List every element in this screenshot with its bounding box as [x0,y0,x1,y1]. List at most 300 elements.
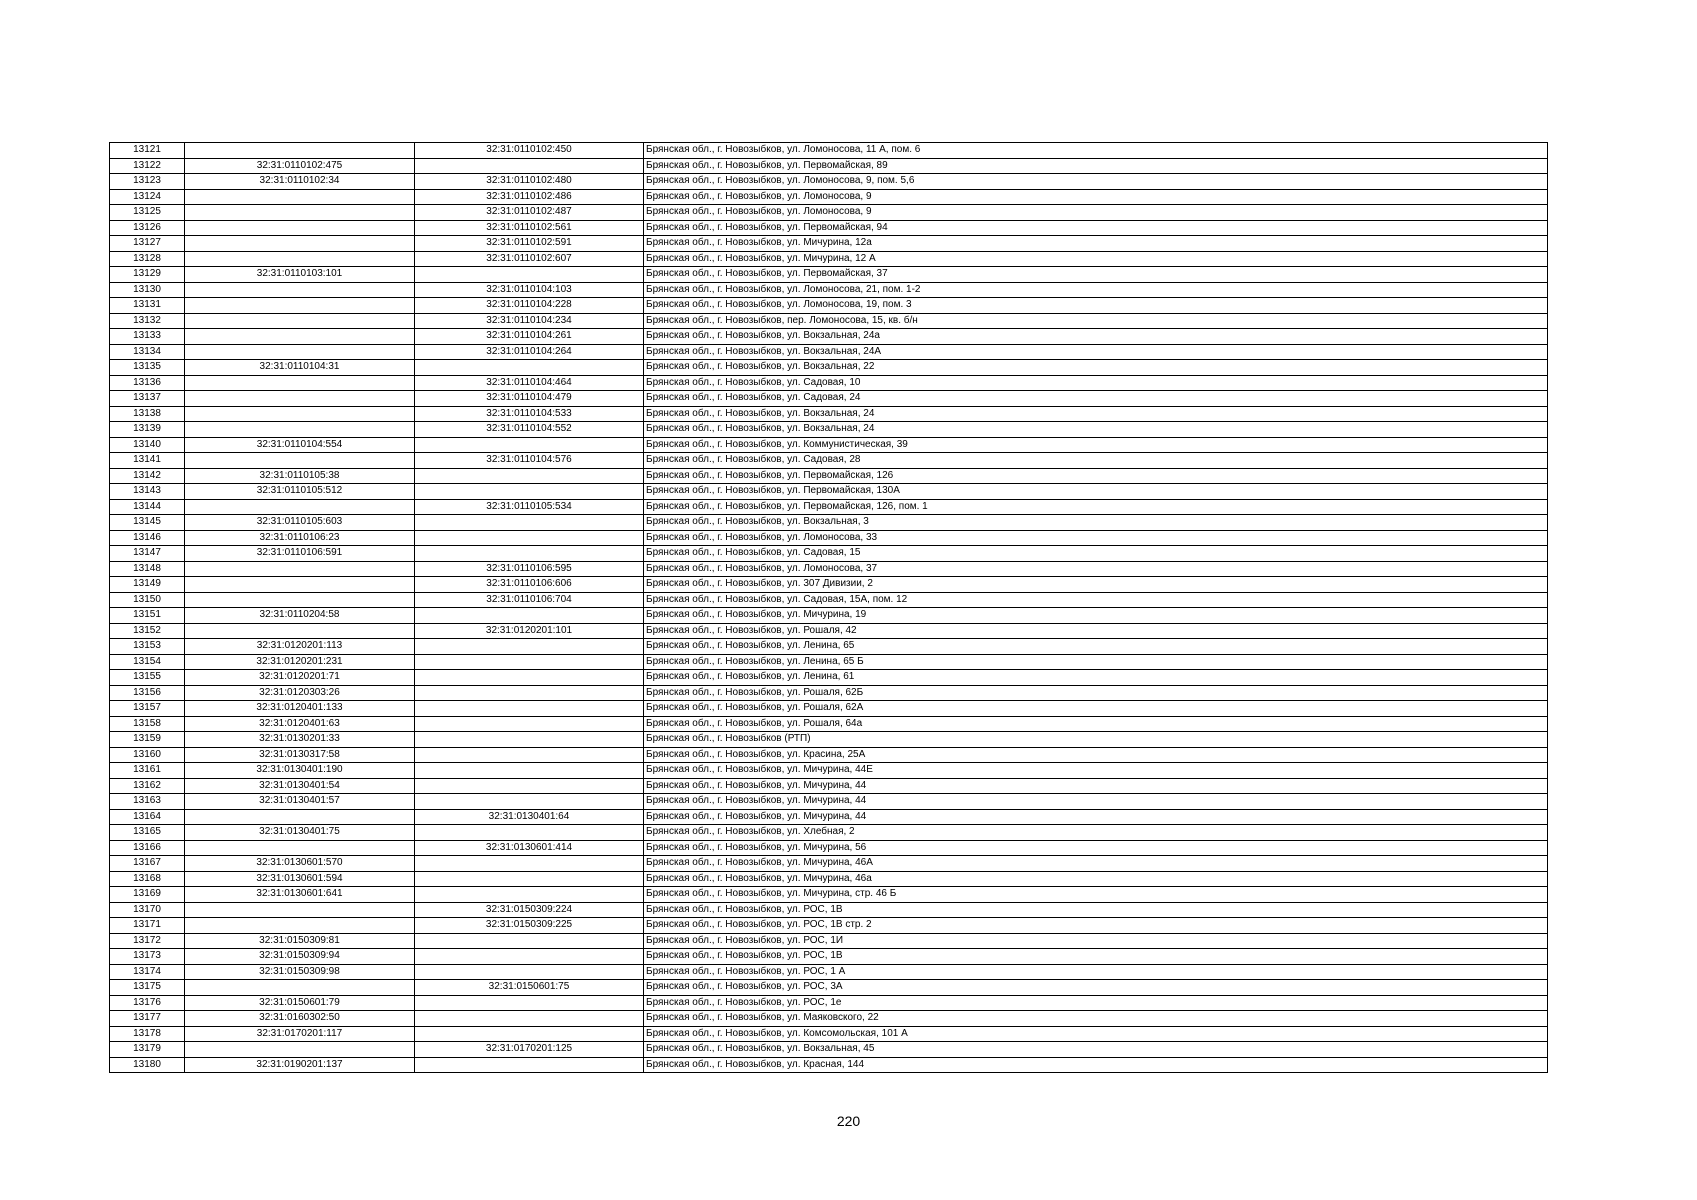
cadastral-number-parcel-cell [185,623,415,639]
address-cell: Брянская обл., г. Новозыбков, ул. Ломоносова, 37 [644,561,1548,577]
cadastral-number-parcel-cell: 32:31:0120201:71 [185,670,415,686]
row-number-cell: 13180 [110,1057,185,1073]
address-cell: Брянская обл., г. Новозыбков, ул. РОС, 3А [644,980,1548,996]
page-number: 220 [836,1113,861,1129]
cadastral-number-parcel-cell: 32:31:0110105:603 [185,515,415,531]
address-cell: Брянская обл., г. Новозыбков, ул. Вокзальная, 24 [644,422,1548,438]
cadastral-number-parcel-cell [185,329,415,345]
table-row [110,980,1548,996]
cadastral-number-object-cell [415,158,644,174]
row-number-cell: 13159 [110,732,185,748]
table-row [110,794,1548,810]
table-row [110,732,1548,748]
table-row [110,158,1548,174]
cadastral-number-object-cell [415,1057,644,1073]
cadastral-number-object-cell [415,887,644,903]
cadastral-number-object-cell [415,732,644,748]
cadastral-number-object-cell: 32:31:0110104:103 [415,282,644,298]
address-cell: Брянская обл., г. Новозыбков, ул. Садовая, 15 [644,546,1548,562]
table-row [110,949,1548,965]
table-row [110,546,1548,562]
row-number-cell: 13153 [110,639,185,655]
cadastral-number-parcel-cell [185,499,415,515]
table-row [110,763,1548,779]
cadastral-number-parcel-cell [185,205,415,221]
cadastral-number-parcel-cell [185,840,415,856]
row-number-cell: 13174 [110,964,185,980]
cadastral-number-object-cell [415,747,644,763]
row-number-cell: 13168 [110,871,185,887]
cadastral-number-object-cell [415,546,644,562]
row-number-cell: 13158 [110,716,185,732]
table-row [110,840,1548,856]
table-row [110,778,1548,794]
table-row [110,530,1548,546]
address-cell: Брянская обл., г. Новозыбков, ул. Садовая, 15А, пом. 12 [644,592,1548,608]
cadastral-number-parcel-cell: 32:31:0130601:594 [185,871,415,887]
address-cell: Брянская обл., г. Новозыбков, ул. Комсомольская, 101 А [644,1026,1548,1042]
cadastral-number-object-cell [415,608,644,624]
cadastral-number-parcel-cell: 32:31:0110103:101 [185,267,415,283]
cadastral-number-parcel-cell [185,561,415,577]
cadastral-number-parcel-cell: 32:31:0110106:591 [185,546,415,562]
row-number-cell: 13131 [110,298,185,314]
cadastral-number-object-cell: 32:31:0110102:480 [415,174,644,190]
row-number-cell: 13169 [110,887,185,903]
cadastral-number-object-cell [415,515,644,531]
cadastral-number-object-cell [415,484,644,500]
cadastral-number-parcel-cell: 32:31:0130201:33 [185,732,415,748]
cadastral-number-parcel-cell [185,375,415,391]
cadastral-number-parcel-cell: 32:31:0110104:31 [185,360,415,376]
cadastral-number-parcel-cell: 32:31:0150309:98 [185,964,415,980]
address-cell: Брянская обл., г. Новозыбков, ул. РОС, 1В [644,949,1548,965]
table-row [110,871,1548,887]
address-cell: Брянская обл., г. Новозыбков, ул. Рошаля, 62А [644,701,1548,717]
cadastral-number-parcel-cell [185,453,415,469]
row-number-cell: 13141 [110,453,185,469]
row-number-cell: 13124 [110,189,185,205]
cadastral-number-parcel-cell [185,282,415,298]
table-row [110,747,1548,763]
row-number-cell: 13171 [110,918,185,934]
address-cell: Брянская обл., г. Новозыбков, ул. 307 Дивизии, 2 [644,577,1548,593]
cadastral-number-parcel-cell [185,298,415,314]
table-row [110,1011,1548,1027]
cadastral-number-object-cell: 32:31:0150601:75 [415,980,644,996]
cadastral-number-object-cell [415,360,644,376]
cadastral-number-parcel-cell: 32:31:0130401:190 [185,763,415,779]
cadastral-number-parcel-cell [185,918,415,934]
row-number-cell: 13172 [110,933,185,949]
table-row [110,639,1548,655]
table-row [110,143,1548,159]
cadastral-number-object-cell: 32:31:0150309:224 [415,902,644,918]
cadastral-number-parcel-cell: 32:31:0130401:75 [185,825,415,841]
address-cell: Брянская обл., г. Новозыбков, ул. Вокзальная, 24а [644,329,1548,345]
row-number-cell: 13143 [110,484,185,500]
cadastral-number-parcel-cell: 32:31:0110102:475 [185,158,415,174]
cadastral-number-parcel-cell [185,406,415,422]
address-cell: Брянская обл., г. Новозыбков, ул. Ломоносова, 33 [644,530,1548,546]
row-number-cell: 13133 [110,329,185,345]
row-number-cell: 13163 [110,794,185,810]
cadastral-number-object-cell [415,949,644,965]
address-cell: Брянская обл., г. Новозыбков, ул. Мичурина, 19 [644,608,1548,624]
cadastral-number-parcel-cell [185,980,415,996]
table-row [110,902,1548,918]
table-row [110,1042,1548,1058]
cadastral-number-parcel-cell: 32:31:0130401:57 [185,794,415,810]
table-row [110,205,1548,221]
cadastral-number-object-cell [415,716,644,732]
table-row [110,236,1548,252]
row-number-cell: 13144 [110,499,185,515]
address-cell: Брянская обл., г. Новозыбков, ул. Первомайская, 126 [644,468,1548,484]
table-row [110,561,1548,577]
address-cell: Брянская обл., г. Новозыбков, ул. Ленина, 65 Б [644,654,1548,670]
address-cell: Брянская обл., г. Новозыбков, ул. Первомайская, 89 [644,158,1548,174]
row-number-cell: 13177 [110,1011,185,1027]
address-cell: Брянская обл., г. Новозыбков, ул. Мичурина, стр. 46 Б [644,887,1548,903]
row-number-cell: 13134 [110,344,185,360]
row-number-cell: 13125 [110,205,185,221]
row-number-cell: 13176 [110,995,185,1011]
address-cell: Брянская обл., г. Новозыбков, ул. Ломоносова, 9 [644,205,1548,221]
row-number-cell: 13155 [110,670,185,686]
address-cell: Брянская обл., г. Новозыбков, ул. РОС, 1В стр. 2 [644,918,1548,934]
cadastral-number-object-cell [415,856,644,872]
row-number-cell: 13145 [110,515,185,531]
cadastral-number-object-cell: 32:31:0110106:704 [415,592,644,608]
address-cell: Брянская обл., г. Новозыбков, ул. РОС, 1И [644,933,1548,949]
cadastral-number-parcel-cell [185,143,415,159]
table-row [110,933,1548,949]
row-number-cell: 13139 [110,422,185,438]
table-row [110,174,1548,190]
cadastral-number-parcel-cell: 32:31:0110104:554 [185,437,415,453]
address-cell: Брянская обл., г. Новозыбков, ул. Красная, 144 [644,1057,1548,1073]
row-number-cell: 13173 [110,949,185,965]
cadastral-number-object-cell [415,530,644,546]
cadastral-number-object-cell [415,670,644,686]
cadastral-number-parcel-cell: 32:31:0190201:137 [185,1057,415,1073]
cadastral-number-object-cell [415,825,644,841]
cadastral-number-parcel-cell: 32:31:0130601:570 [185,856,415,872]
address-cell: Брянская обл., г. Новозыбков, ул. Ломоносова, 9, пом. 5,6 [644,174,1548,190]
table-row [110,453,1548,469]
row-number-cell: 13170 [110,902,185,918]
cadastral-number-object-cell [415,701,644,717]
cadastral-number-parcel-cell: 32:31:0120401:133 [185,701,415,717]
address-cell: Брянская обл., г. Новозыбков, ул. Ломоносова, 11 А, пом. 6 [644,143,1548,159]
address-cell: Брянская обл., г. Новозыбков, ул. Вокзальная, 24 [644,406,1548,422]
address-cell: Брянская обл., г. Новозыбков, ул. Вокзальная, 3 [644,515,1548,531]
cadastral-number-object-cell: 32:31:0150309:225 [415,918,644,934]
address-cell: Брянская обл., г. Новозыбков, ул. Хлебная, 2 [644,825,1548,841]
cadastral-number-parcel-cell [185,189,415,205]
cadastral-number-object-cell [415,1011,644,1027]
address-cell: Брянская обл., г. Новозыбков, ул. Мичурина, 44 [644,778,1548,794]
address-cell: Брянская обл., г. Новозыбков, ул. Первомайская, 126, пом. 1 [644,499,1548,515]
cadastral-number-parcel-cell: 32:31:0130601:641 [185,887,415,903]
address-cell: Брянская обл., г. Новозыбков, ул. Рошаля, 64а [644,716,1548,732]
row-number-cell: 13123 [110,174,185,190]
address-cell: Брянская обл., г. Новозыбков, ул. Коммунистическая, 39 [644,437,1548,453]
cadastral-number-object-cell: 32:31:0110106:606 [415,577,644,593]
table-row [110,964,1548,980]
cadastral-number-parcel-cell: 32:31:0130401:54 [185,778,415,794]
address-cell: Брянская обл., г. Новозыбков, ул. Рошаля, 62Б [644,685,1548,701]
cadastral-number-parcel-cell: 32:31:0120201:113 [185,639,415,655]
table-row [110,422,1548,438]
cadastral-number-parcel-cell: 32:31:0120303:26 [185,685,415,701]
cadastral-number-object-cell: 32:31:0110104:464 [415,375,644,391]
table-row [110,375,1548,391]
row-number-cell: 13161 [110,763,185,779]
address-cell: Брянская обл., г. Новозыбков, ул. Вокзальная, 45 [644,1042,1548,1058]
address-cell: Брянская обл., г. Новозыбков, ул. Вокзальная, 22 [644,360,1548,376]
row-number-cell: 13146 [110,530,185,546]
row-number-cell: 13160 [110,747,185,763]
cadastral-number-object-cell: 32:31:0130601:414 [415,840,644,856]
row-number-cell: 13157 [110,701,185,717]
cadastral-number-object-cell: 32:31:0120201:101 [415,623,644,639]
cadastral-number-parcel-cell [185,251,415,267]
cadastral-number-object-cell [415,639,644,655]
cadastral-number-parcel-cell: 32:31:0170201:117 [185,1026,415,1042]
table-row [110,468,1548,484]
row-number-cell: 13154 [110,654,185,670]
table-row [110,825,1548,841]
cadastral-number-parcel-cell [185,592,415,608]
row-number-cell: 13148 [110,561,185,577]
cadastral-number-parcel-cell: 32:31:0110106:23 [185,530,415,546]
table-row [110,654,1548,670]
address-cell: Брянская обл., г. Новозыбков, ул. Садовая, 24 [644,391,1548,407]
address-cell: Брянская обл., г. Новозыбков, ул. Ломоносова, 19, пом. 3 [644,298,1548,314]
table-row [110,1057,1548,1073]
table-row [110,220,1548,236]
row-number-cell: 13132 [110,313,185,329]
cadastral-number-object-cell: 32:31:0130401:64 [415,809,644,825]
cadastral-number-object-cell [415,437,644,453]
address-cell: Брянская обл., г. Новозыбков, ул. Ломоносова, 9 [644,189,1548,205]
table-row [110,313,1548,329]
cadastral-number-parcel-cell [185,391,415,407]
address-cell: Брянская обл., г. Новозыбков, ул. Ленина, 65 [644,639,1548,655]
address-cell: Брянская обл., г. Новозыбков, ул. Первомайская, 130А [644,484,1548,500]
cadastral-number-object-cell [415,794,644,810]
row-number-cell: 13175 [110,980,185,996]
table-row [110,685,1548,701]
address-cell: Брянская обл., г. Новозыбков, ул. Вокзальная, 24А [644,344,1548,360]
table-row [110,437,1548,453]
cadastral-number-parcel-cell: 32:31:0150601:79 [185,995,415,1011]
address-cell: Брянская обл., г. Новозыбков, ул. Первомайская, 94 [644,220,1548,236]
cadastral-number-parcel-cell: 32:31:0160302:50 [185,1011,415,1027]
table-row [110,701,1548,717]
table-row [110,716,1548,732]
table-row [110,670,1548,686]
cadastral-number-object-cell: 32:31:0110102:561 [415,220,644,236]
cadastral-number-parcel-cell [185,422,415,438]
table-row [110,298,1548,314]
cadastral-number-parcel-cell: 32:31:0130317:58 [185,747,415,763]
cadastral-number-parcel-cell: 32:31:0120201:231 [185,654,415,670]
cadastral-number-parcel-cell: 32:31:0110204:58 [185,608,415,624]
cadastral-number-object-cell [415,1026,644,1042]
cadastral-number-object-cell: 32:31:0110102:487 [415,205,644,221]
address-cell: Брянская обл., г. Новозыбков (РТП) [644,732,1548,748]
cadastral-number-parcel-cell: 32:31:0120401:63 [185,716,415,732]
address-cell: Брянская обл., г. Новозыбков, ул. Ломоносова, 21, пом. 1-2 [644,282,1548,298]
row-number-cell: 13138 [110,406,185,422]
table-row [110,499,1548,515]
cadastral-number-object-cell [415,995,644,1011]
row-number-cell: 13149 [110,577,185,593]
row-number-cell: 13165 [110,825,185,841]
cadastral-number-object-cell: 32:31:0110102:607 [415,251,644,267]
address-cell: Брянская обл., г. Новозыбков, ул. Мичурина, 46а [644,871,1548,887]
cadastral-number-object-cell: 32:31:0110106:595 [415,561,644,577]
row-number-cell: 13151 [110,608,185,624]
row-number-cell: 13129 [110,267,185,283]
table-row [110,608,1548,624]
cadastral-number-object-cell [415,871,644,887]
cadastral-number-object-cell: 32:31:0110104:234 [415,313,644,329]
table-row [110,515,1548,531]
row-number-cell: 13166 [110,840,185,856]
row-number-cell: 13136 [110,375,185,391]
table-row [110,406,1548,422]
row-number-cell: 13162 [110,778,185,794]
cadastral-number-object-cell [415,964,644,980]
address-cell: Брянская обл., г. Новозыбков, ул. Рошаля, 42 [644,623,1548,639]
cadastral-number-parcel-cell [185,220,415,236]
cadastral-number-parcel-cell: 32:31:0110102:34 [185,174,415,190]
cadastral-number-object-cell: 32:31:0110104:552 [415,422,644,438]
cadastral-number-object-cell: 32:31:0110105:534 [415,499,644,515]
table-row [110,918,1548,934]
cadastral-number-object-cell: 32:31:0110104:264 [415,344,644,360]
cadastral-number-parcel-cell [185,577,415,593]
address-cell: Брянская обл., г. Новозыбков, ул. Мичурина, 46А [644,856,1548,872]
cadastral-number-parcel-cell [185,344,415,360]
row-number-cell: 13156 [110,685,185,701]
table-row [110,592,1548,608]
row-number-cell: 13126 [110,220,185,236]
row-number-cell: 13130 [110,282,185,298]
row-number-cell: 13135 [110,360,185,376]
cadastral-number-object-cell: 32:31:0110104:533 [415,406,644,422]
row-number-cell: 13140 [110,437,185,453]
address-cell: Брянская обл., г. Новозыбков, ул. Мичурина, 44 [644,809,1548,825]
cadastral-number-parcel-cell [185,809,415,825]
row-number-cell: 13142 [110,468,185,484]
cadastral-number-parcel-cell [185,902,415,918]
table-row [110,251,1548,267]
row-number-cell: 13122 [110,158,185,174]
cadastral-number-object-cell: 32:31:0110102:591 [415,236,644,252]
cadastral-number-parcel-cell [185,313,415,329]
registry-table-body [110,143,1548,1073]
table-row [110,484,1548,500]
table-row [110,887,1548,903]
cadastral-number-object-cell [415,685,644,701]
cadastral-number-parcel-cell: 32:31:0110105:38 [185,468,415,484]
row-number-cell: 13164 [110,809,185,825]
table-row [110,344,1548,360]
table-row [110,809,1548,825]
cadastral-number-parcel-cell: 32:31:0150309:94 [185,949,415,965]
row-number-cell: 13137 [110,391,185,407]
row-number-cell: 13152 [110,623,185,639]
address-cell: Брянская обл., г. Новозыбков, ул. Мичурина, 12 А [644,251,1548,267]
cadastral-number-object-cell: 32:31:0110104:576 [415,453,644,469]
address-cell: Брянская обл., г. Новозыбков, ул. Садовая, 28 [644,453,1548,469]
row-number-cell: 13179 [110,1042,185,1058]
cadastral-number-object-cell: 32:31:0170201:125 [415,1042,644,1058]
address-cell: Брянская обл., г. Новозыбков, пер. Ломоносова, 15, кв. б/н [644,313,1548,329]
address-cell: Брянская обл., г. Новозыбков, ул. Маяковского, 22 [644,1011,1548,1027]
address-cell: Брянская обл., г. Новозыбков, ул. Мичурина, 44 [644,794,1548,810]
address-cell: Брянская обл., г. Новозыбков, ул. РОС, 1В [644,902,1548,918]
table-row [110,189,1548,205]
cadastral-number-object-cell: 32:31:0110102:486 [415,189,644,205]
row-number-cell: 13127 [110,236,185,252]
address-cell: Брянская обл., г. Новозыбков, ул. Садовая, 10 [644,375,1548,391]
row-number-cell: 13121 [110,143,185,159]
cadastral-number-object-cell [415,654,644,670]
table-row [110,360,1548,376]
address-cell: Брянская обл., г. Новозыбков, ул. РОС, 1е [644,995,1548,1011]
cadastral-number-object-cell [415,468,644,484]
address-cell: Брянская обл., г. Новозыбков, ул. Мичурина, 56 [644,840,1548,856]
cadastral-number-object-cell: 32:31:0110104:228 [415,298,644,314]
cadastral-number-object-cell: 32:31:0110102:450 [415,143,644,159]
registry-table [109,142,1548,1073]
table-row [110,856,1548,872]
cadastral-number-object-cell [415,267,644,283]
row-number-cell: 13147 [110,546,185,562]
table-row [110,623,1548,639]
table-row [110,577,1548,593]
cadastral-number-object-cell: 32:31:0110104:261 [415,329,644,345]
row-number-cell: 13178 [110,1026,185,1042]
table-row [110,1026,1548,1042]
row-number-cell: 13150 [110,592,185,608]
address-cell: Брянская обл., г. Новозыбков, ул. Мичурина, 12а [644,236,1548,252]
address-cell: Брянская обл., г. Новозыбков, ул. РОС, 1 А [644,964,1548,980]
cadastral-number-object-cell [415,778,644,794]
table-row [110,391,1548,407]
cadastral-number-parcel-cell [185,236,415,252]
row-number-cell: 13128 [110,251,185,267]
address-cell: Брянская обл., г. Новозыбков, ул. Первомайская, 37 [644,267,1548,283]
address-cell: Брянская обл., г. Новозыбков, ул. Ленина, 61 [644,670,1548,686]
table-row [110,995,1548,1011]
row-number-cell: 13167 [110,856,185,872]
table-row [110,267,1548,283]
cadastral-number-parcel-cell: 32:31:0150309:81 [185,933,415,949]
table-row [110,329,1548,345]
cadastral-number-object-cell [415,763,644,779]
table-row [110,282,1548,298]
address-cell: Брянская обл., г. Новозыбков, ул. Мичурина, 44Е [644,763,1548,779]
cadastral-number-object-cell [415,933,644,949]
cadastral-number-object-cell: 32:31:0110104:479 [415,391,644,407]
